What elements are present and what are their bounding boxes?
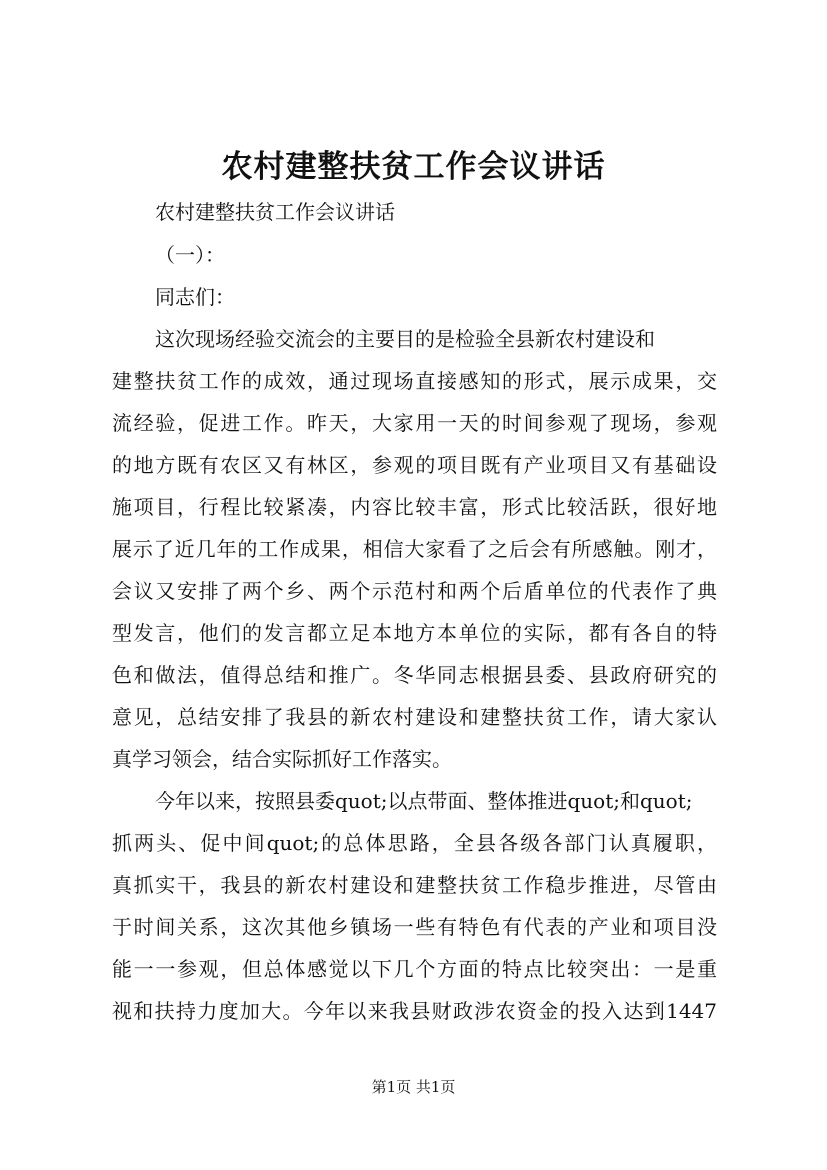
document-title: 农村建整扶贫工作会议讲话 — [221, 149, 606, 185]
paragraph-line: 施项目，行程比较紧凑，内容比较丰富，形式比较活跃，很好地 — [112, 495, 717, 519]
paragraph-line: 今年以来，按照县委quot;以点带面、整体推进quot;和quot; — [155, 789, 693, 813]
paragraph-line: 意见，总结安排了我县的新农村建设和建整扶贫工作，请大家认 — [112, 705, 717, 729]
paragraph-line: 建整扶贫工作的成效，通过现场直接感知的形式，展示成果，交 — [112, 369, 717, 393]
section-marker: （一）： — [155, 243, 225, 267]
paragraph-line: 展示了近几年的工作成果，相信大家看了之后会有所感触。刚才， — [112, 537, 717, 561]
document-subtitle: 农村建整扶贫工作会议讲话 — [155, 200, 395, 224]
paragraph-line: 型发言，他们的发言都立足本地方本单位的实际，都有各自的特 — [112, 621, 717, 645]
paragraph-line: 真抓实干，我县的新农村建设和建整扶贫工作稳步推进，尽管由 — [112, 873, 717, 897]
paragraph-line: 于时间关系，这次其他乡镇场一些有特色有代表的产业和项目没 — [112, 915, 717, 939]
paragraph-line: 的地方既有农区又有林区，参观的项目既有产业项目又有基础设 — [112, 453, 717, 477]
salutation: 同志们： — [155, 285, 235, 309]
paragraph-line: 会议又安排了两个乡、两个示范村和两个后盾单位的代表作了典 — [112, 579, 717, 603]
paragraph-line: 抓两头、促中间quot;的总体思路，全县各级各部门认真履职， — [112, 831, 717, 855]
page-footer: 第1页 共1页 — [371, 1078, 456, 1096]
paragraph-line: 色和做法，值得总结和推广。冬华同志根据县委、县政府研究的 — [112, 663, 717, 687]
paragraph-line: 视和扶持力度加大。今年以来我县财政涉农资金的投入达到1447 — [112, 999, 717, 1023]
paragraph-line: 这次现场经验交流会的主要目的是检验全县新农村建设和 — [155, 327, 655, 351]
paragraph-line: 真学习领会，结合实际抓好工作落实。 — [112, 747, 452, 771]
paragraph-line: 流经验，促进工作。昨天，大家用一天的时间参观了现场，参观 — [112, 411, 717, 435]
paragraph-line: 能一一参观，但总体感觉以下几个方面的特点比较突出：一是重 — [112, 957, 717, 981]
